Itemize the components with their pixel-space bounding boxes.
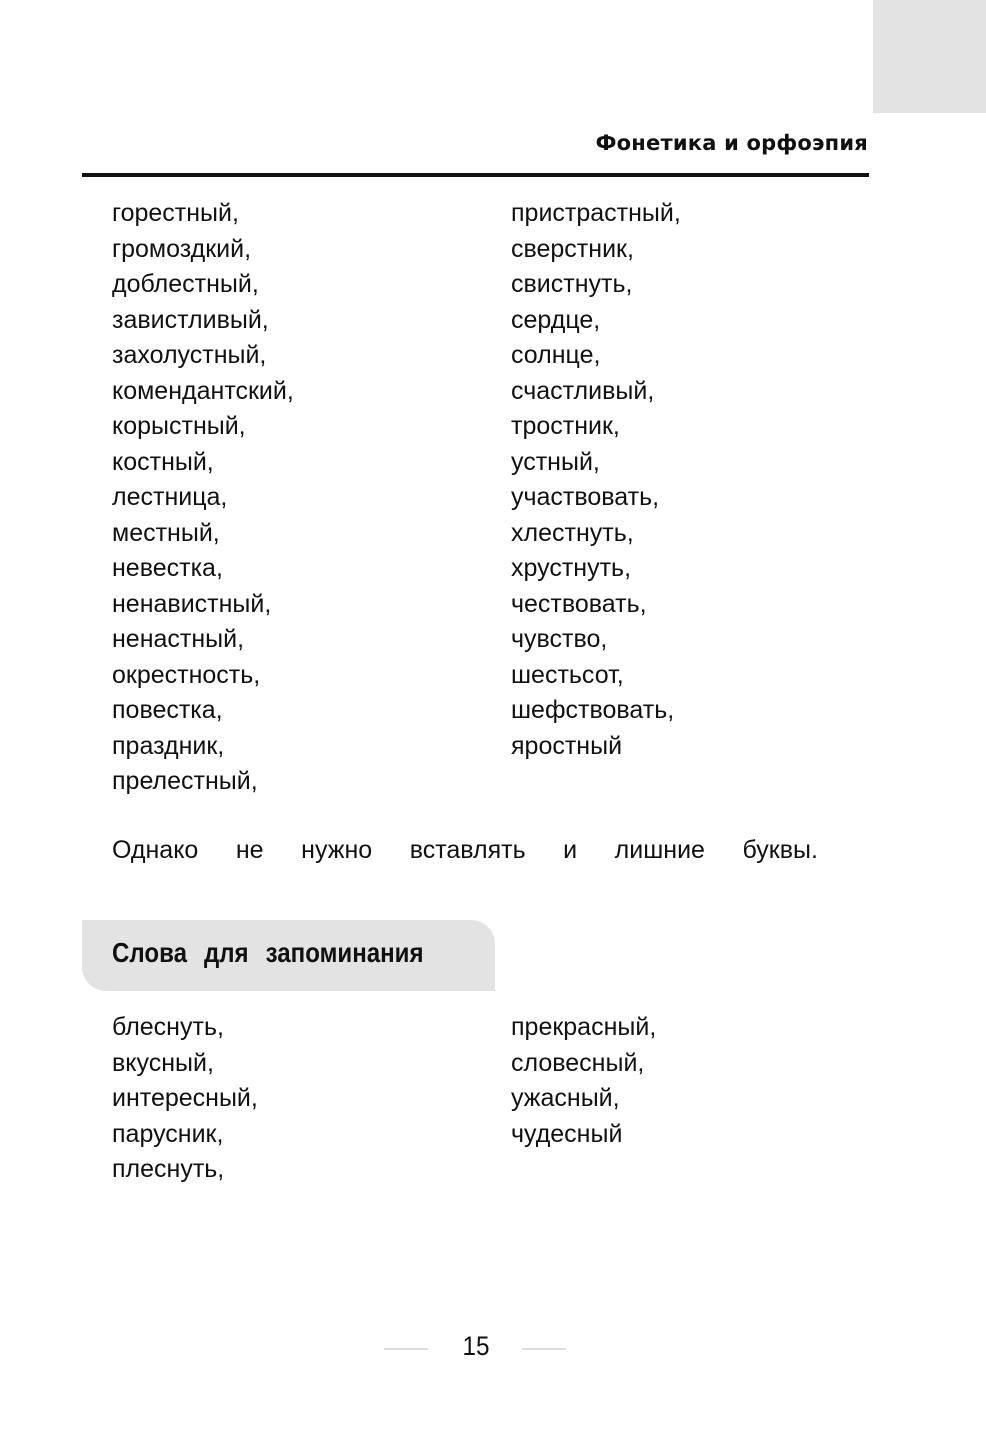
word-item: хрустнуть, — [511, 554, 632, 582]
page-footer — [0, 1327, 986, 1367]
word-item: счастливый, — [511, 376, 655, 405]
word-item: тростник, — [511, 412, 620, 440]
word-item: невестка, — [112, 554, 223, 582]
word-item: солнце, — [511, 341, 601, 369]
footer-rule-right — [522, 1348, 566, 1350]
memorize-list-left — [112, 1010, 258, 1188]
section-heading-box — [82, 920, 495, 991]
word-item: блеснуть, — [112, 1013, 224, 1041]
word-item: сердце, — [511, 305, 601, 334]
word-item: ужасный, — [511, 1084, 620, 1112]
word-item: шестьсот, — [511, 660, 624, 689]
note-word: и — [563, 836, 578, 864]
word-item: сверстник, — [511, 234, 634, 263]
word-item: словесный, — [511, 1048, 645, 1077]
note-word: не — [235, 836, 264, 864]
note-word: Однако — [112, 836, 199, 864]
word-item: громоздкий, — [112, 234, 252, 263]
running-header: Фонетика и орфоэпия — [595, 131, 868, 155]
word-item: комендантский, — [112, 376, 294, 405]
word-item: участвовать, — [511, 483, 660, 511]
note-word: нужно — [301, 836, 373, 864]
page-number: 15 — [462, 1331, 490, 1361]
word-item: ненастный, — [112, 625, 245, 653]
word-list-right — [511, 196, 681, 764]
word-item: корыстный, — [112, 412, 246, 440]
word-item: парусник, — [112, 1119, 224, 1148]
section-heading: Слова для запоминания — [112, 937, 424, 968]
header-rule — [82, 173, 869, 177]
note-word: буквы. — [742, 836, 818, 864]
word-item: лестница, — [112, 483, 228, 511]
word-item: свистнуть, — [511, 270, 633, 298]
word-item: плеснуть, — [112, 1155, 225, 1183]
word-list-left — [112, 196, 294, 800]
note-paragraph — [112, 832, 818, 868]
word-item: местный, — [112, 518, 220, 547]
note-word: вставлять — [409, 836, 526, 864]
word-item: вкусный, — [112, 1048, 214, 1077]
corner-tab-decoration — [873, 0, 986, 113]
word-item: праздник, — [112, 731, 225, 760]
word-item: ненавистный, — [112, 589, 272, 618]
word-item: чудесный — [511, 1119, 623, 1148]
word-item: пристрастный, — [511, 199, 681, 227]
word-item: завистливый, — [112, 305, 269, 334]
word-item: шефствовать, — [511, 696, 675, 724]
word-item: прекрасный, — [511, 1013, 657, 1041]
word-item: интересный, — [112, 1084, 258, 1112]
footer-rule-left — [384, 1348, 428, 1350]
word-item: доблестный, — [112, 270, 259, 298]
word-item: прелестный, — [112, 767, 258, 795]
word-item: хлестнуть, — [511, 518, 634, 547]
word-item: яростный — [511, 731, 623, 760]
word-item: окрестность, — [112, 660, 261, 689]
word-item: горестный, — [112, 199, 239, 227]
word-item: устный, — [511, 447, 600, 476]
word-item: повестка, — [112, 696, 223, 724]
word-item: чествовать, — [511, 589, 647, 618]
word-item: захолустный, — [112, 341, 267, 369]
word-item: костный, — [112, 447, 214, 476]
memorize-list-right — [511, 1010, 656, 1152]
word-item: чувство, — [511, 625, 608, 653]
note-word: лишние — [614, 836, 705, 864]
